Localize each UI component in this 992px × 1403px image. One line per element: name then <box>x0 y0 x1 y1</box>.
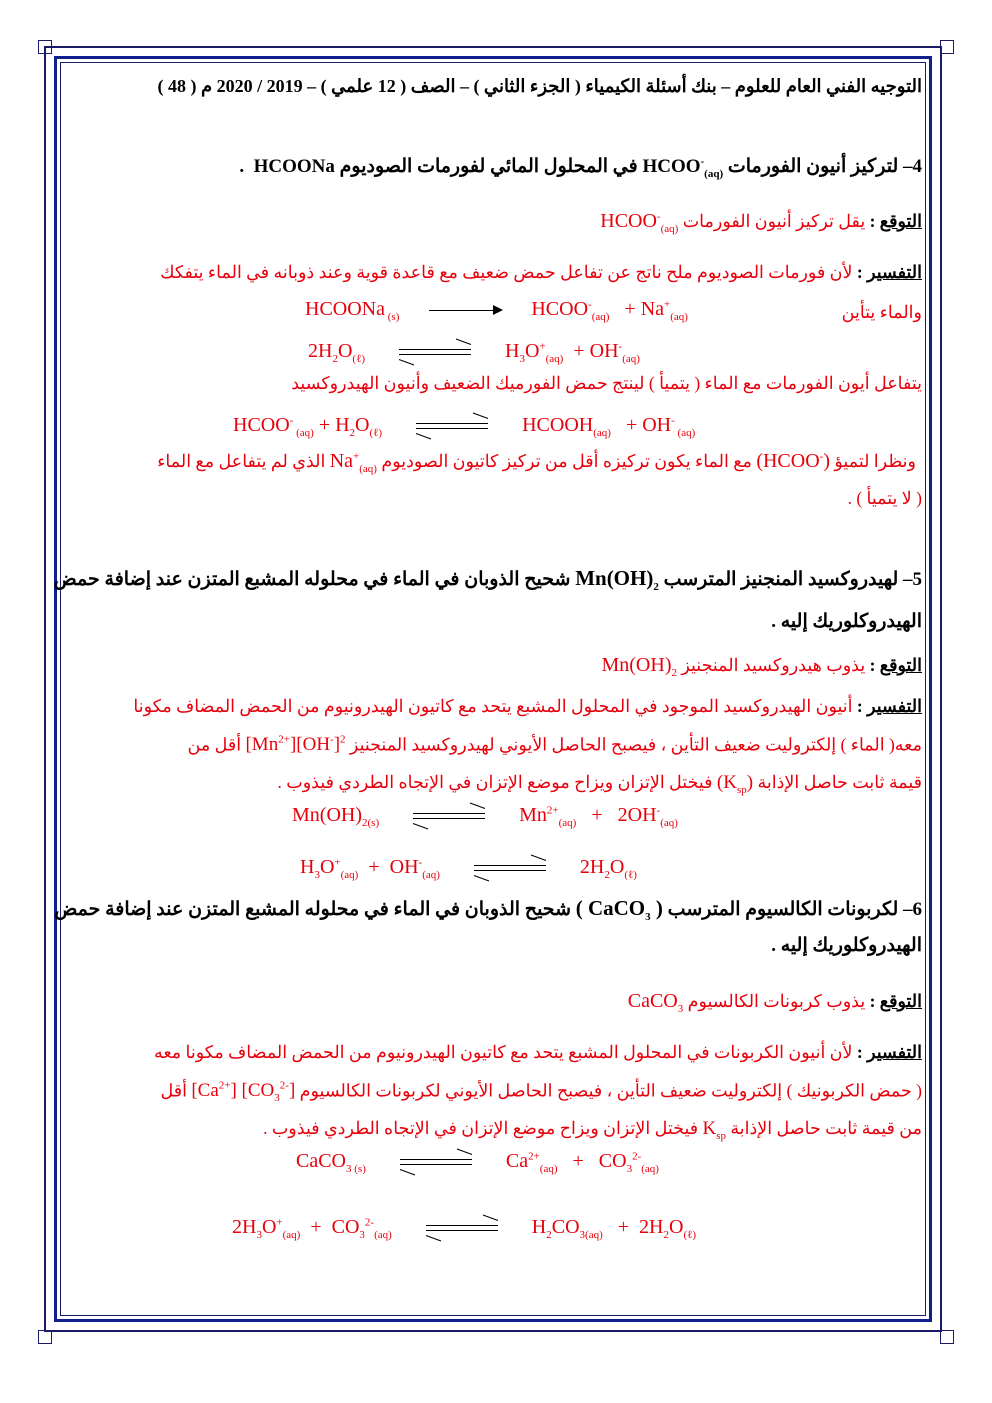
q4-explanation-5: ( لا يتميأ ) . <box>847 488 922 508</box>
q5-explanation-2: معه( الماء ) إلكتروليت ضعيف التأين ، فيصبح الحاصل الأيوني لهيدروكسيد المنجنيز $[Mn^{2+}][OH^-]^2$ أقل من <box>187 734 922 756</box>
q6-explanation-1: التفسير : لأن أنيون الكربونات في المحلول المشبع يتحد مع كاتيون الهيدرونيوم من الحمض المضاف مكونا معه <box>153 1042 922 1062</box>
corner-mark <box>940 1330 954 1344</box>
q4-explanation-3: يتفاعل أيون الفورمات مع الماء ( يتميأ ) لينتج حمض الفورميك الضعيف وأنيون الهيدروكسيد <box>291 373 922 393</box>
page-header <box>70 76 922 97</box>
equation-neutralization: $H_3O^+_{(aq)} + OH^-_{(aq)}$ $2H_2O_{(\ell)}$ <box>300 856 637 881</box>
q4-explanation-4: ونظرا لتميؤ (HCOO-) مع الماء يكون تركيزه أقل من تركيز كاتيون الصوديوم $Na^+_{(aq)}$ الذي لم يتفاعل مع الماء <box>157 450 916 475</box>
q5-title: 5– لهيدروكسيد المنجنيز المترسب $Mn(OH)_2$ شحيح الذوبان في الماء في محلوله المشبع المتزن عند إضافة حمض <box>53 566 922 594</box>
header-text: التوجيه الفني العام للعلوم – بنك أسئلة الكيمياء ( الجزء الثاني ) – الصف ( 12 علمي ) – 2019 / 2020 م ( 48 ) <box>157 76 922 96</box>
equation-water-ionization: $2H_2O_{(\ell)}$ $H_3O^+_{(aq)} + OH^-_{(aq)}$ <box>308 340 640 365</box>
q6-explanation-3: من قيمة ثابت حاصل الإذابة $K_{sp}$ فيختل الإتزان ويزاح موضع الإتزان في الإتجاه الطردي فيذوب . <box>263 1118 922 1142</box>
q4-explanation-1: التفسير : لأن فورمات الصوديوم ملح ناتج عن تفاعل حمض ضعيف مع قاعدة قوية وعند ذوبانه في الماء يتفكك <box>160 262 922 282</box>
q5-explanation-3: قيمة ثابت حاصل الإذابة $(K_{sp})$ فيختل الإتزان ويزاح موضع الإتزان في الإتجاه الطردي فيذوب . <box>277 772 922 796</box>
corner-mark <box>38 1330 52 1344</box>
q4-title: 4– لتركيز أنيون الفورمات $HCOO^-_{(aq)}$ في المحلول المائي لفورمات الصوديوم HCOONa . <box>239 155 922 180</box>
equation-formate-hydrolysis: HCOO- $_{(aq)} + H_2O_{(\ell)}$ $HCOOH_{(aq)} + OH^-$ $_{(aq)}$ <box>233 414 696 439</box>
equation-caco3-dissolution: CaCO$_{3 (s)}$ $Ca^{2+}_{(aq)} + CO_3^{2-}_{(aq)}$ <box>296 1150 659 1175</box>
q6-title-2: الهيدروكلوريك إليه . <box>771 935 922 956</box>
q4-explanation-2: والماء يتأين <box>841 302 922 322</box>
corner-mark <box>940 40 954 54</box>
q6-prediction: التوقع : يذوب كربونات الكالسيوم CaCO$_3$ <box>627 990 922 1015</box>
q6-explanation-2: ( حمض الكربونيك ) إلكتروليت ضعيف التأين ، فيصبح الحاصل الأيوني لكربونات الكالسيوم $[Ca^{2+}]$ $[CO_3^{2-}]$ أقل <box>160 1080 922 1105</box>
equation-carbonate-protonation: $2H_3O^+_{(aq)} + CO_3^{2-}_{(aq)}$ $H_2CO_{3(aq)} + 2H_2O_{(\ell)}$ <box>232 1216 697 1241</box>
q5-explanation-1: التفسير : أنيون الهيدروكسيد الموجود في المحلول المشبع يتحد مع كاتيون الهيدرونيوم من الحمض المضاف مكونا <box>133 696 922 716</box>
q5-prediction: التوقع : يذوب هيدروكسيد المنجنيز $Mn(OH)_2$ <box>601 654 922 679</box>
q6-title: 6– لكربونات الكالسيوم المترسب ( CaCO$_3$ ) شحيح الذوبان في الماء في محلوله المشبع المتزن عند إضافة حمض <box>54 896 922 924</box>
corner-mark <box>38 40 52 54</box>
q5-title-2: الهيدروكلوريك إليه . <box>771 611 922 632</box>
q4-prediction: التوقع : يقل تركيز أنيون الفورمات $HCOO^-_{(aq)}$ <box>600 210 922 235</box>
equation-mnoh2-dissolution: $Mn(OH)_{2(s)}$ $Mn^{2+}_{(aq)} + 2OH^-_{(aq)}$ <box>292 804 678 829</box>
equation-hcoona-dissociation: HCOONa $_{(s)}$ $HCOO^-_{(aq)} + Na^+_{(aq)}$ <box>305 298 688 323</box>
